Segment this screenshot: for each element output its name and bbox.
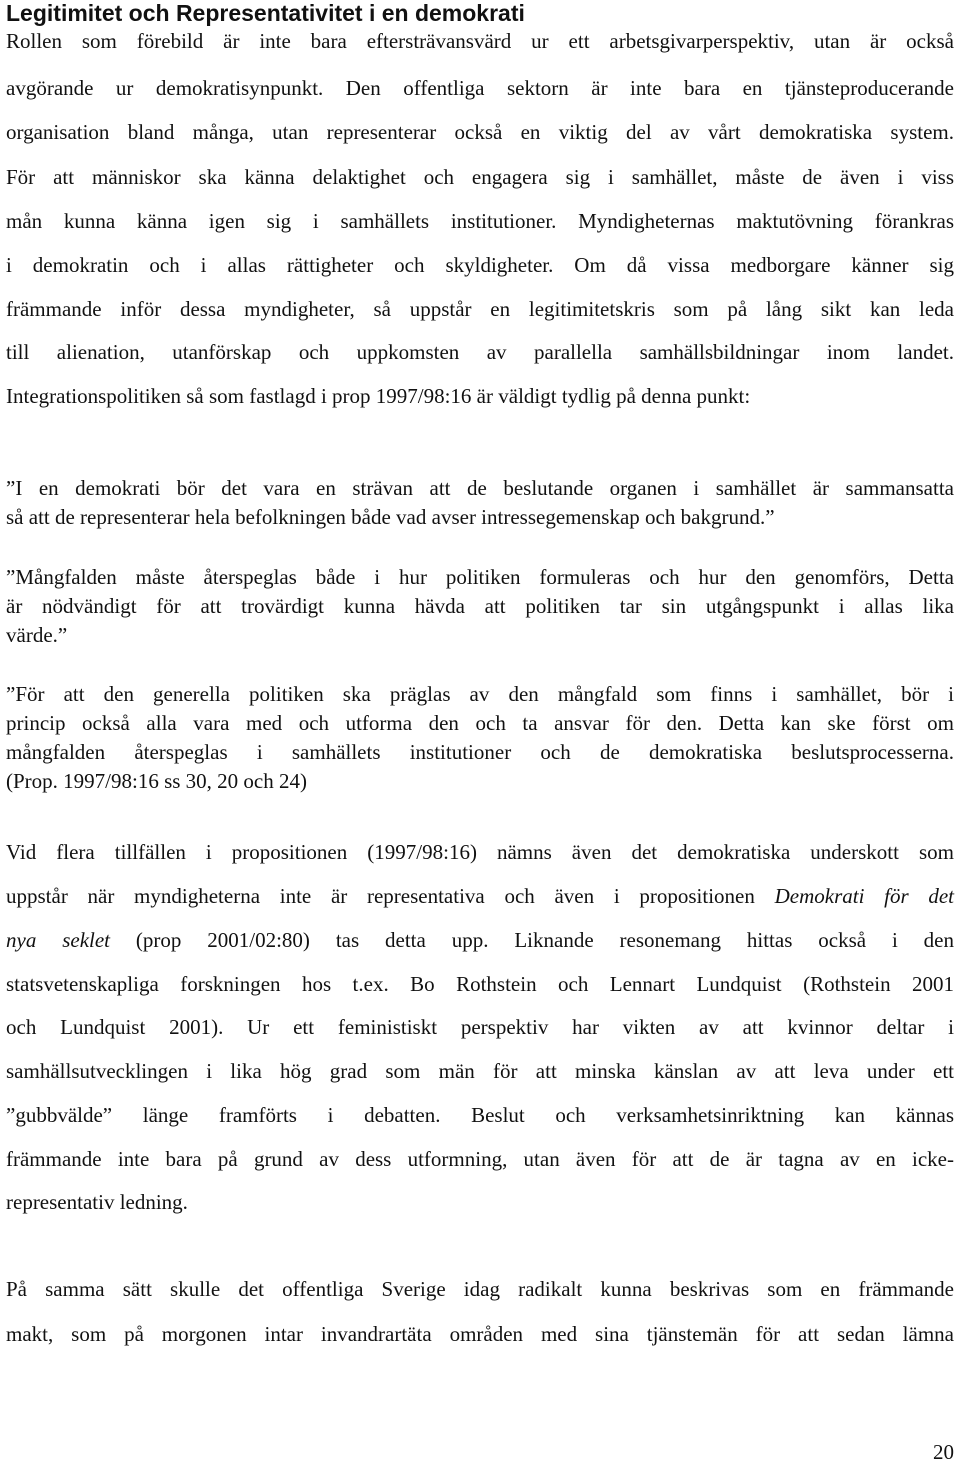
page-number: 20 [933, 1440, 954, 1464]
text-line: mån kunna känna igen sig i samhällets institutioner. Myndigheternas maktutövning förankras [6, 209, 954, 233]
text-line: representativ ledning. [6, 1190, 188, 1214]
text-line: Vid flera tillfällen i propositionen (1997/98:16) nämns även det demokratiska underskott som [6, 840, 954, 864]
section-heading: Legitimitet och Representativitet i en demokrati [6, 0, 525, 26]
text-line: ”gubbvälde” länge framförts i debatten. Beslut och verksamhetsinriktning kan kännas [6, 1103, 954, 1127]
text-line: främmande inte bara på grund av dess utformning, utan även för att de är tagna av en icke- [6, 1147, 954, 1171]
text-line: främmande inför dessa myndigheter, så uppstår en legitimitetskris som på lång sikt kan leda [6, 297, 954, 321]
text-line: organisation bland många, utan representerar också en viktig del av vårt demokratiska system. [6, 120, 954, 144]
text-line: och Lundquist 2001). Ur ett feministiskt perspektiv har vikten av att kvinnor deltar i [6, 1015, 954, 1039]
text-line: avgörande ur demokratisynpunkt. Den offentliga sektorn är inte bara en tjänsteproducerande [6, 76, 954, 100]
italic-title-continued: nya seklet [6, 928, 111, 952]
quote-line: är nödvändigt för att trovärdigt kunna hävda att politiken tar sin utgångspunkt i allas lika [6, 594, 954, 618]
quote-line: princip också alla vara med och utforma den och ta ansvar för den. Detta kan ske först om [6, 711, 954, 735]
quote-line: värde.” [6, 623, 68, 647]
text-line: i demokratin och i allas rättigheter och skyldigheter. Om då vissa medborgare känner sig [6, 253, 954, 277]
text-segment: (prop 2001/02:80) tas detta upp. Liknande resonemang hittas också i den [110, 928, 954, 952]
quote-line: ”I en demokrati bör det vara en strävan att de beslutande organen i samhället är sammansatta [6, 476, 954, 500]
text-line: makt, som på morgonen intar invandrartäta områden med sina tjänstemän för att sedan lämna [6, 1322, 954, 1346]
text-line: På samma sätt skulle det offentliga Sverige idag radikalt kunna beskrivas som en främmande [6, 1277, 954, 1301]
text-line: statsvetenskapliga forskningen hos t.ex. Bo Rothstein och Lennart Lundquist (Rothstein 2001 [6, 972, 954, 996]
text-line [6, 926, 954, 954]
text-line: samhällsutvecklingen i lika hög grad som män för att minska känslan av att leva under ett [6, 1059, 954, 1083]
quote-line: ”För att den generella politiken ska präglas av den mångfald som finns i samhället, bör i [6, 682, 954, 706]
quote-line: (Prop. 1997/98:16 ss 30, 20 och 24) [6, 769, 307, 793]
text-segment: uppstår när myndigheterna inte är representativa och även i propositionen [6, 884, 775, 908]
quote-line: så att de representerar hela befolkningen både vad avser intressegemenskap och bakgrund.” [6, 505, 775, 529]
text-line: till alienation, utanförskap och uppkomsten av parallella samhällsbildningar inom landet. [6, 340, 954, 364]
text-line: Integrationspolitiken så som fastlagd i prop 1997/98:16 är väldigt tydlig på denna punkt: [6, 384, 751, 408]
quote-line: mångfalden återspeglas i samhällets institutioner och de demokratiska beslutsprocesserna. [6, 740, 954, 764]
italic-title: Demokrati för det [774, 884, 954, 908]
text-line: Rollen som förebild är inte bara eftersträvansvärd ur ett arbetsgivarperspektiv, utan är också [6, 29, 954, 53]
text-line [6, 882, 954, 910]
quote-line: ”Mångfalden måste återspeglas både i hur politiken formuleras och hur den genomförs, Detta [6, 565, 954, 589]
text-line: För att människor ska känna delaktighet och engagera sig i samhället, måste de även i viss [6, 165, 954, 189]
